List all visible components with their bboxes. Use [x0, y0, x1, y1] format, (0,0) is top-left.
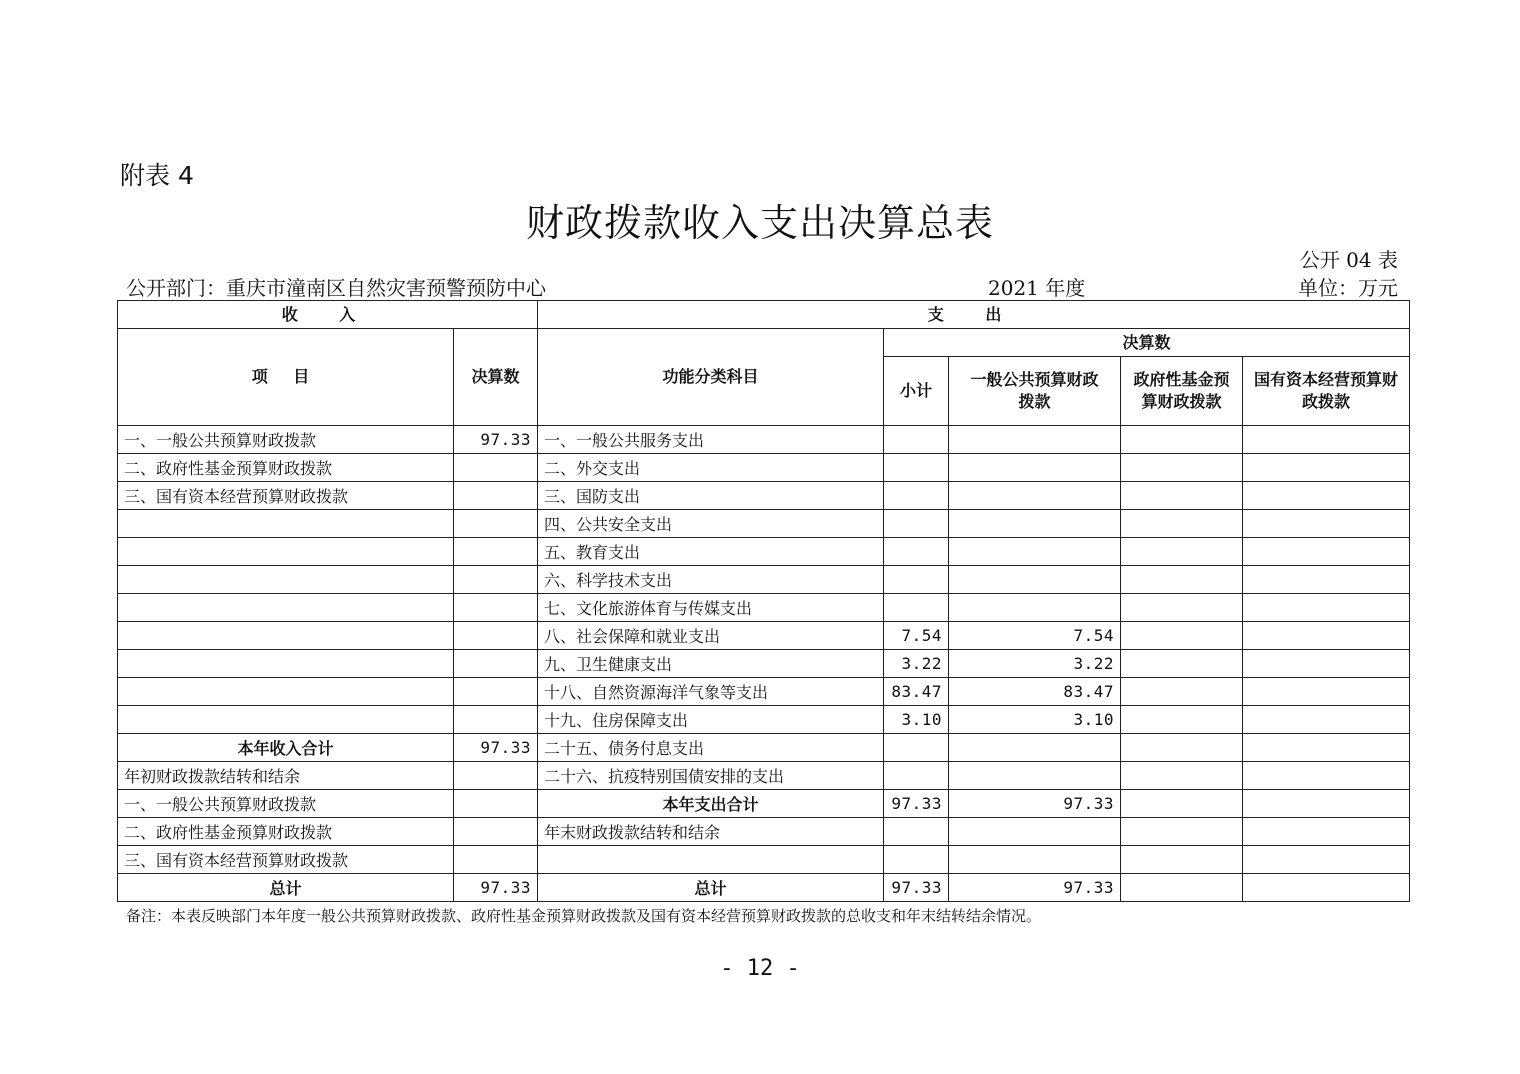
expense-item-cell: 四、公共安全支出 [538, 510, 884, 538]
year-label: 2021 年度 [988, 276, 1086, 300]
subtotal-cell: 83.47 [884, 678, 949, 706]
table-row [118, 846, 1410, 874]
income-item-cell: 三、国有资本经营预算财政拨款 [118, 482, 454, 510]
table-row [118, 818, 1410, 846]
final-amount-header: 决算数 [454, 329, 538, 426]
income-item-cell [118, 510, 454, 538]
state-capital-cell [1243, 538, 1410, 566]
expense-item-cell: 五、教育支出 [538, 538, 884, 566]
subtotal-cell: 3.22 [884, 650, 949, 678]
expense-item-cell: 六、科学技术支出 [538, 566, 884, 594]
expense-item-cell: 十九、住房保障支出 [538, 706, 884, 734]
gov-fund-cell [1121, 594, 1243, 622]
subtotal-header: 小计 [884, 357, 949, 426]
gov-fund-cell [1121, 734, 1243, 762]
gov-fund-cell [1121, 538, 1243, 566]
budget-table [117, 300, 1410, 902]
state-capital-cell [1243, 650, 1410, 678]
expense-item-cell: 九、卫生健康支出 [538, 650, 884, 678]
general-budget-cell: 3.22 [949, 650, 1121, 678]
income-item-cell [118, 650, 454, 678]
general-budget-cell [949, 482, 1121, 510]
item-header: 项 目 [118, 329, 454, 426]
general-budget-cell: 97.33 [949, 874, 1121, 902]
form-number: 公开 04 表 [1299, 248, 1398, 272]
state-capital-header: 国有资本经营预算财政拨款 [1243, 357, 1410, 426]
subtotal-cell [884, 426, 949, 454]
general-budget-cell [949, 594, 1121, 622]
expense-item-cell: 三、国防支出 [538, 482, 884, 510]
page-number: - 12 - [720, 956, 800, 981]
income-amount-cell: 97.33 [454, 426, 538, 454]
subtotal-cell [884, 482, 949, 510]
general-budget-cell [949, 734, 1121, 762]
general-budget-header: 一般公共预算财政拨款 [949, 357, 1121, 426]
gov-fund-cell [1121, 454, 1243, 482]
header-row-2 [118, 329, 1410, 357]
state-capital-cell [1243, 818, 1410, 846]
general-budget-cell: 83.47 [949, 678, 1121, 706]
header-row-1 [118, 301, 1410, 329]
page-title: 财政拨款收入支出决算总表 [525, 201, 994, 245]
expense-item-cell: 二十五、债务付息支出 [538, 734, 884, 762]
table-row [118, 762, 1410, 790]
expense-item-cell: 七、文化旅游体育与传媒支出 [538, 594, 884, 622]
subtotal-cell: 97.33 [884, 790, 949, 818]
table-row [118, 482, 1410, 510]
state-capital-cell [1243, 482, 1410, 510]
gov-fund-cell [1121, 482, 1243, 510]
expense-item-cell: 八、社会保障和就业支出 [538, 622, 884, 650]
state-capital-cell [1243, 706, 1410, 734]
income-amount-cell [454, 538, 538, 566]
gov-fund-cell [1121, 426, 1243, 454]
state-capital-cell [1243, 566, 1410, 594]
gov-fund-cell [1121, 622, 1243, 650]
gov-fund-cell [1121, 874, 1243, 902]
subtotal-cell: 7.54 [884, 622, 949, 650]
gov-fund-cell [1121, 706, 1243, 734]
table-row [118, 510, 1410, 538]
income-item-cell [118, 706, 454, 734]
expense-item-cell: 一、一般公共服务支出 [538, 426, 884, 454]
state-capital-cell [1243, 734, 1410, 762]
subtotal-cell [884, 818, 949, 846]
income-amount-cell [454, 482, 538, 510]
gov-fund-header: 政府性基金预算财政拨款 [1121, 357, 1243, 426]
expense-item-cell: 总计 [538, 874, 884, 902]
general-budget-cell [949, 846, 1121, 874]
income-amount-cell [454, 678, 538, 706]
state-capital-cell [1243, 762, 1410, 790]
gov-fund-cell [1121, 678, 1243, 706]
expense-item-cell [538, 846, 884, 874]
table-row [118, 426, 1410, 454]
income-item-cell: 年初财政拨款结转和结余 [118, 762, 454, 790]
income-item-cell: 三、国有资本经营预算财政拨款 [118, 846, 454, 874]
general-budget-cell: 7.54 [949, 622, 1121, 650]
table-row [118, 650, 1410, 678]
table-row [118, 678, 1410, 706]
income-item-cell: 二、政府性基金预算财政拨款 [118, 818, 454, 846]
gov-fund-cell [1121, 846, 1243, 874]
income-amount-cell [454, 818, 538, 846]
state-capital-cell [1243, 426, 1410, 454]
department-label: 公开部门：重庆市潼南区自然灾害预警预防中心 [126, 276, 546, 300]
income-amount-cell [454, 762, 538, 790]
income-amount-cell [454, 790, 538, 818]
table-row [118, 454, 1410, 482]
income-item-cell: 一、一般公共预算财政拨款 [118, 790, 454, 818]
function-category-header: 功能分类科目 [538, 329, 884, 426]
income-amount-cell [454, 622, 538, 650]
income-item-cell [118, 678, 454, 706]
income-item-cell [118, 538, 454, 566]
general-budget-cell [949, 426, 1121, 454]
gov-fund-cell [1121, 818, 1243, 846]
expense-header: 支 出 [538, 301, 1410, 329]
subtotal-cell [884, 454, 949, 482]
general-budget-cell: 3.10 [949, 706, 1121, 734]
income-item-cell [118, 594, 454, 622]
table-row [118, 622, 1410, 650]
general-budget-cell [949, 538, 1121, 566]
gov-fund-cell [1121, 510, 1243, 538]
gov-fund-cell [1121, 762, 1243, 790]
income-item-cell [118, 622, 454, 650]
general-budget-cell [949, 510, 1121, 538]
meta-row [126, 272, 1398, 298]
state-capital-cell [1243, 846, 1410, 874]
subtotal-cell: 3.10 [884, 706, 949, 734]
subtotal-cell [884, 566, 949, 594]
income-amount-cell [454, 650, 538, 678]
income-header: 收 入 [118, 301, 538, 329]
gov-fund-cell [1121, 566, 1243, 594]
expense-item-cell: 十八、自然资源海洋气象等支出 [538, 678, 884, 706]
expense-item-cell: 本年支出合计 [538, 790, 884, 818]
general-budget-cell [949, 818, 1121, 846]
state-capital-cell [1243, 454, 1410, 482]
income-item-cell [118, 566, 454, 594]
state-capital-cell [1243, 622, 1410, 650]
state-capital-cell [1243, 594, 1410, 622]
income-amount-cell [454, 454, 538, 482]
subtotal-cell [884, 734, 949, 762]
expense-item-cell: 年末财政拨款结转和结余 [538, 818, 884, 846]
subtotal-cell [884, 510, 949, 538]
table-row [118, 538, 1410, 566]
income-item-cell: 本年收入合计 [118, 734, 454, 762]
table-row [118, 594, 1410, 622]
table-row [118, 566, 1410, 594]
income-amount-cell: 97.33 [454, 874, 538, 902]
general-budget-cell [949, 566, 1121, 594]
subtotal-cell: 97.33 [884, 874, 949, 902]
income-amount-cell [454, 846, 538, 874]
subtotal-cell [884, 846, 949, 874]
table-row [118, 874, 1410, 902]
income-amount-cell [454, 594, 538, 622]
expense-item-cell: 二十六、抗疫特别国债安排的支出 [538, 762, 884, 790]
annex-label: 附表 4 [120, 161, 194, 190]
gov-fund-cell [1121, 790, 1243, 818]
final-amount-group-header: 决算数 [884, 329, 1410, 357]
table-note: 备注：本表反映部门本年度一般公共预算财政拨款、政府性基金预算财政拨款及国有资本经营预算财政拨款的总收支和年末结转结余情况。 [126, 907, 1042, 925]
state-capital-cell [1243, 874, 1410, 902]
income-item-cell: 总计 [118, 874, 454, 902]
subtotal-cell [884, 538, 949, 566]
general-budget-cell [949, 762, 1121, 790]
income-item-cell: 二、政府性基金预算财政拨款 [118, 454, 454, 482]
income-amount-cell: 97.33 [454, 734, 538, 762]
gov-fund-cell [1121, 650, 1243, 678]
table-row [118, 734, 1410, 762]
general-budget-cell: 97.33 [949, 790, 1121, 818]
income-amount-cell [454, 510, 538, 538]
subtotal-cell [884, 762, 949, 790]
unit-label: 单位：万元 [1298, 276, 1398, 300]
table-row [118, 706, 1410, 734]
income-amount-cell [454, 706, 538, 734]
state-capital-cell [1243, 510, 1410, 538]
subtotal-cell [884, 594, 949, 622]
state-capital-cell [1243, 790, 1410, 818]
general-budget-cell [949, 454, 1121, 482]
state-capital-cell [1243, 678, 1410, 706]
table-row [118, 790, 1410, 818]
income-item-cell: 一、一般公共预算财政拨款 [118, 426, 454, 454]
expense-item-cell: 二、外交支出 [538, 454, 884, 482]
income-amount-cell [454, 566, 538, 594]
